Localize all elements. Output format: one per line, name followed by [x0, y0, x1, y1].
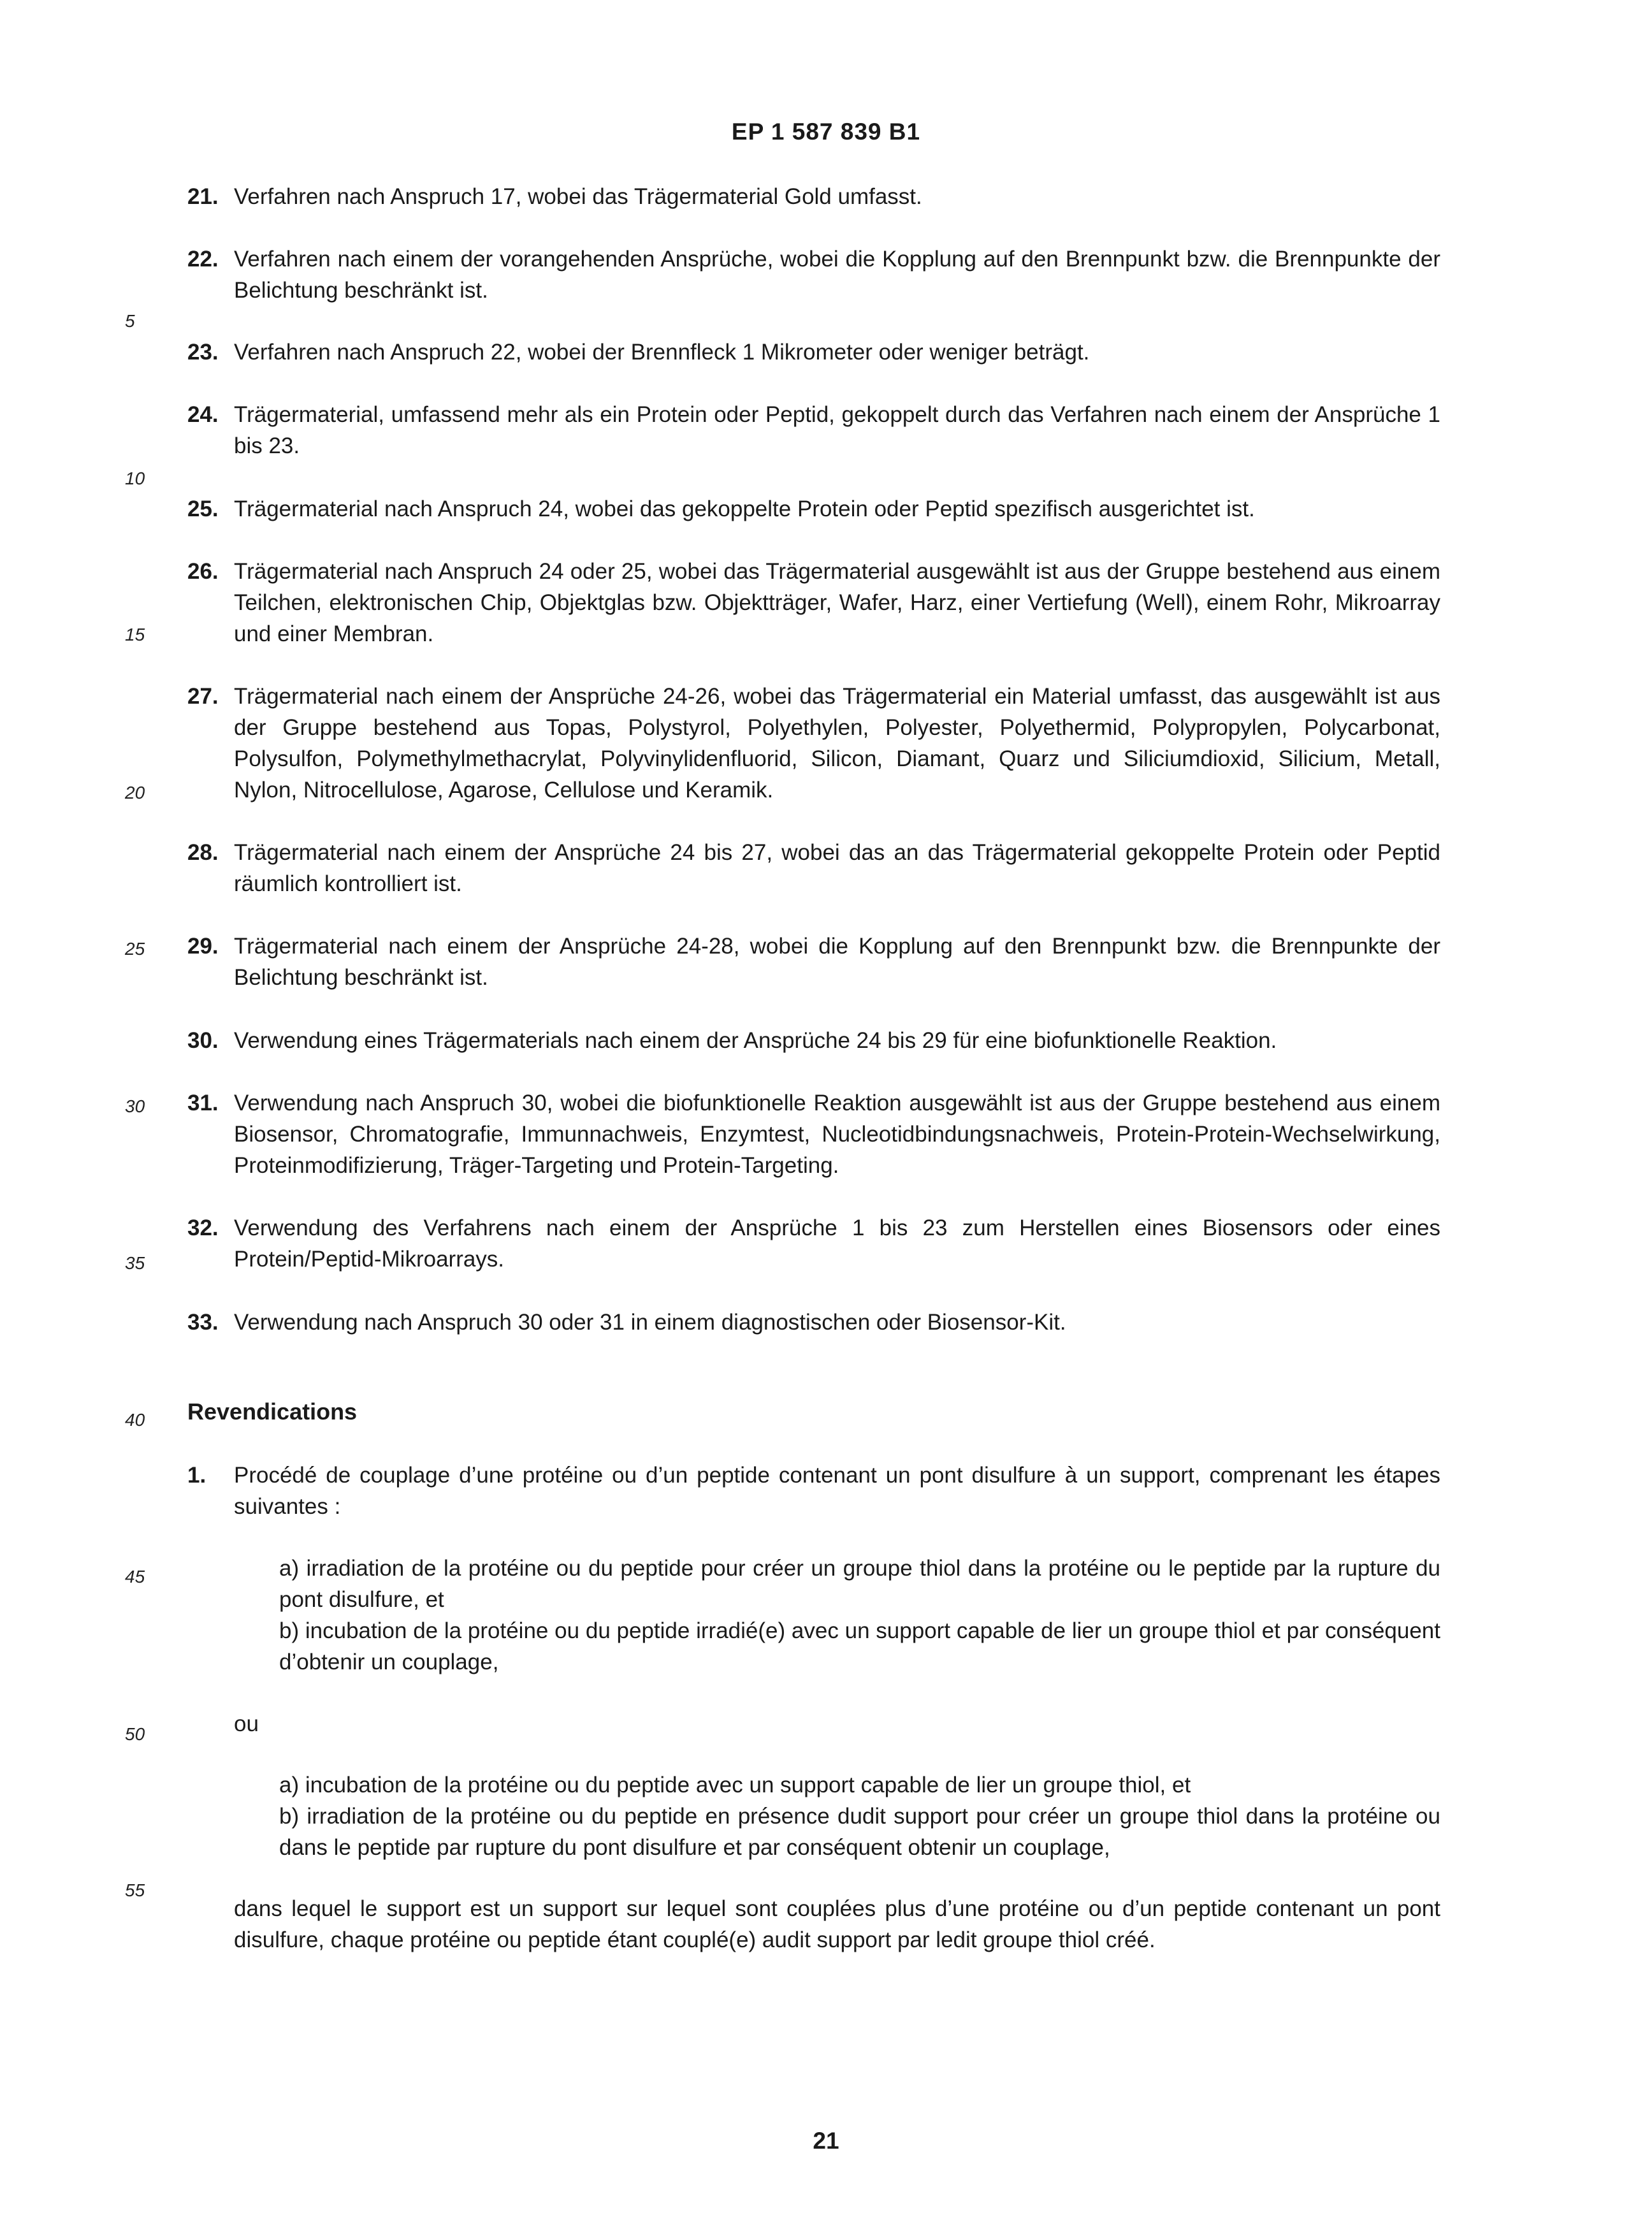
claim-28	[187, 837, 1440, 899]
page-number: 21	[813, 2128, 839, 2154]
claim-text: Trägermaterial nach einem der Ansprüche 24 bis 27, wobei das an das Trägermaterial gekoppelte Protein oder Peptid räumlich kontrolliert ist.	[234, 840, 1440, 896]
claim-text: Verwendung eines Trägermaterials nach einem der Ansprüche 24 bis 29 für eine biofunktionelle Reaktion.	[234, 1028, 1277, 1053]
claim-text: Verwendung nach Anspruch 30, wobei die biofunktionelle Reaktion ausgewählt ist aus der Gruppe bestehend aus einem Biosensor, Chromatografie, Immunnachweis, Enzymtest, Nucleotidbindungsnachweis, Protein-Protein-Wechselwirkung, Proteinmodifizierung, Träger-Targeting und Protein-Targeting.	[234, 1091, 1440, 1178]
claim-number: 33.	[187, 1310, 219, 1335]
line-number: 15	[125, 625, 145, 644]
claim-text: Verfahren nach Anspruch 17, wobei das Trägermaterial Gold umfasst.	[234, 184, 922, 209]
line-number: 5	[125, 311, 135, 331]
patent-header: EP 1 587 839 B1	[731, 119, 921, 145]
line-number: 10	[125, 468, 145, 488]
claim-text: Trägermaterial nach Anspruch 24 oder 25, wobei das Trägermaterial ausgewählt ist aus der Gruppe bestehend aus einem Teilchen, elektronischen Chip, Objektglas bzw. Objektträger, Wafer, Harz, einer Vertiefung (Well), einem Rohr, Mikroarray und einer Membran.	[234, 559, 1440, 646]
claim-21	[187, 181, 1440, 212]
line-number: 55	[125, 1880, 145, 1900]
section-heading: Revendications	[187, 1398, 358, 1425]
claim-22	[187, 243, 1440, 306]
claim-number: 29.	[187, 934, 219, 959]
claim-text: Trägermaterial, umfassend mehr als ein Protein oder Peptid, gekoppelt durch das Verfahren nach einem der Ansprüche 1 bis 23.	[234, 402, 1440, 458]
alternative-separator: ou	[234, 1711, 259, 1736]
claim-fr-1-option-1	[279, 1553, 1440, 1678]
claim-25	[187, 493, 1440, 525]
line-number: 25	[125, 939, 145, 959]
claim-number: 24.	[187, 402, 219, 427]
claim-27	[187, 681, 1440, 806]
claim-number: 21.	[187, 184, 219, 209]
claim-number: 26.	[187, 559, 219, 584]
claim-29	[187, 931, 1440, 993]
claim-fr-1-option-2	[279, 1769, 1440, 1863]
claim-33	[187, 1307, 1440, 1338]
claim-32	[187, 1212, 1440, 1275]
claim-text: Trägermaterial nach Anspruch 24, wobei das gekoppelte Protein oder Peptid spezifisch ausgerichtet ist.	[234, 497, 1255, 521]
claim-26	[187, 556, 1440, 650]
claim-fr-1	[187, 1460, 1440, 1522]
claim-text: Verwendung des Verfahrens nach einem der Ansprüche 1 bis 23 zum Herstellen eines Biosensors oder eines Protein/Peptid-Mikroarrays.	[234, 1216, 1440, 1272]
line-number: 35	[125, 1253, 145, 1273]
claim-31	[187, 1087, 1440, 1181]
line-number: 20	[125, 783, 145, 802]
claim-number: 31.	[187, 1091, 219, 1115]
claim-30	[187, 1025, 1440, 1056]
claim-number: 1.	[187, 1463, 207, 1488]
claim-text: Procédé de couplage d’une protéine ou d’un peptide contenant un pont disulfure à un support, comprenant les étapes suivantes :	[234, 1463, 1440, 1519]
claim-number: 22.	[187, 247, 219, 272]
claim-number: 23.	[187, 340, 219, 365]
claim-text: Verfahren nach einem der vorangehenden Ansprüche, wobei die Kopplung auf den Brennpunkt bzw. die Brennpunkte der Belichtung beschränkt ist.	[234, 247, 1440, 303]
line-number: 45	[125, 1567, 145, 1586]
claim-text: Trägermaterial nach einem der Ansprüche 24-28, wobei die Kopplung auf den Brennpunkt bzw. die Brennpunkte der Belichtung beschränkt ist.	[234, 934, 1440, 990]
claim-number: 25.	[187, 497, 219, 521]
claim-number: 28.	[187, 840, 219, 865]
line-number: 30	[125, 1096, 145, 1116]
claim-number: 30.	[187, 1028, 219, 1053]
claim-text: Verwendung nach Anspruch 30 oder 31 in einem diagnostischen oder Biosensor-Kit.	[234, 1310, 1066, 1335]
claim-number: 32.	[187, 1216, 219, 1240]
step-a: a) irradiation de la protéine ou du peptide pour créer un groupe thiol dans la protéine ou le peptide par la rupture du pont disulfure, et	[279, 1556, 1440, 1612]
claim-23	[187, 337, 1440, 368]
claim-text: Trägermaterial nach einem der Ansprüche 24-26, wobei das Trägermaterial ein Material umfasst, das ausgewählt ist aus der Gruppe bestehend aus Topas, Polystyrol, Polyethylen, Polyester, Polyethermid, Polypropylen, Polycarbonat, Polysulfon, Polymethylmethacrylat, Polyvinylidenfluorid, Silicon, Diamant, Quarz und Siliciumdioxid, Silicium, Metall, Nylon, Nitrocellulose, Agarose, Cellulose und Keramik.	[234, 684, 1440, 802]
step-b: b) irradiation de la protéine ou du peptide en présence dudit support pour créer un groupe thiol dans la protéine ou dans le peptide par rupture du pont disulfure et par conséquent obtenir un couplage,	[279, 1804, 1440, 1860]
step-b: b) incubation de la protéine ou du peptide irradié(e) avec un support capable de lier un groupe thiol et par conséquent d’obtenir un couplage,	[279, 1618, 1440, 1674]
claim-24	[187, 399, 1440, 461]
claim-text: Verfahren nach Anspruch 22, wobei der Brennfleck 1 Mikrometer oder weniger beträgt.	[234, 340, 1090, 365]
claim-closing-paragraph: dans lequel le support est un support sur lequel sont couplées plus d’une protéine ou d’un peptide contenant un pont disulfure, chaque protéine ou peptide étant couplé(e) audit support par ledit groupe thiol créé.	[234, 1896, 1440, 1952]
line-number: 40	[125, 1410, 145, 1430]
claim-number: 27.	[187, 684, 219, 709]
step-a: a) incubation de la protéine ou du peptide avec un support capable de lier un groupe thiol, et	[279, 1773, 1191, 1797]
line-number: 50	[125, 1724, 145, 1744]
